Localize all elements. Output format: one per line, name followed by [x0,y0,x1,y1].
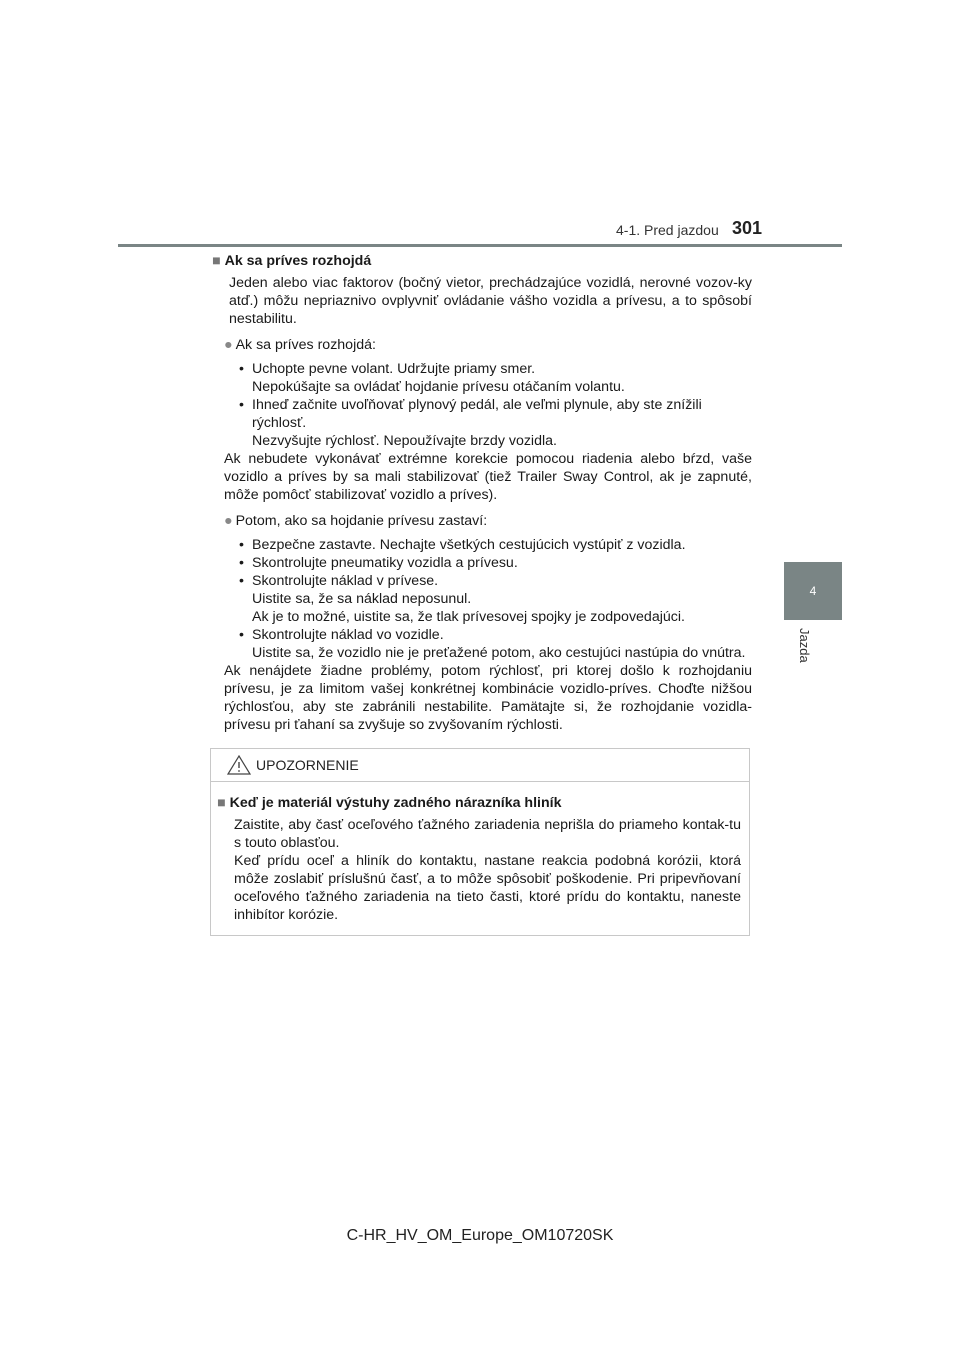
paragraph: Ak nenájdete žiadne problémy, potom rýchlosť, pri ktorej došlo k rozhojdaniu prívesu, je za limitom vašej konkrétnej kombinácie vozidlo-príves. Choďte nižšou rýchlosťou, aby ste zabránili nestabilite. Pamätajte si, že rozhojdanie vozidla-prívesu pri ťahaní sa zvyšuje so zvyšovaním rýchlosti. [224,663,752,733]
chapter-number: 4 [809,584,817,598]
main-content [212,252,752,734]
warning-triangle-icon [227,755,251,775]
square-bullet-icon: ■ [217,795,226,811]
circle-bullet-icon: ● [224,337,233,353]
paragraph: Ak nebudete vykonávať extrémne korekcie pomocou riadenia alebo bŕzd, vaše vozidlo a príves by sa mali stabilizovať (tiež Trailer Sway Control, ak je zapnuté, môže pomôcť stabilizovať vozidlo a príves). [224,451,752,503]
warning-paragraph: Keď prídu oceľ a hliník do kontaktu, nastane reakcia podobná korózii, ktorá môže zoslabiť príslušnú časť, a to môže spôsobiť poškodenie. Pri pripevňovaní oceľového ťažného zariadenia na tieto časti, ktoré prídu do kontaktu, naneste inhibítor korózie. [234,853,741,923]
chapter-tab [784,562,842,620]
dot-item: ● Ak sa príves rozhojdá: [224,337,376,353]
warning-box [210,748,750,936]
bullet-item: • Skontrolujte náklad v prívese. Uistite sa, že sa náklad neposunul. Ak je to možné, uistite sa, že tlak prívesovej spojky je zodpovedajúci. [239,573,685,625]
bullet-item: • Uchopte pevne volant. Udržujte priamy smer. Nepokúšajte sa ovládať hojdanie prívesu otáčaním volantu. [239,361,625,395]
section-intro: Jeden alebo viac faktorov (bočný vietor, prechádzajúce vozidlá, nerovné vozov-ky atď.) môžu nepriaznivo ovplyvniť ovládanie vášho vozidla a prívesu, a to spôsobí nestabilitu. [229,275,752,327]
warning-body [211,782,749,924]
warning-paragraph: Zaistite, aby časť oceľového ťažného zariadenia neprišla do priameho kontak-tu s touto oblasťou. [234,817,741,851]
footer-doc-code: C-HR_HV_OM_Europe_OM10720SK [346,1227,614,1244]
page-number: 301 [732,218,763,238]
square-bullet-icon: ■ [212,253,221,269]
header-rule [118,244,842,247]
circle-bullet-icon: ● [224,513,233,529]
section-heading: ■ Ak sa príves rozhojdá [212,253,372,269]
dot-item: ● Potom, ako sa hojdanie prívesu zastaví: [224,513,488,529]
header-section-title: 4-1. Pred jazdou [616,222,719,238]
chapter-label: Jazda [797,628,812,663]
warning-header [211,749,749,782]
warning-heading: ■ Keď je materiál výstuhy zadného nárazníka hliník [217,795,562,811]
warning-title: UPOZORNENIE [256,757,359,773]
bullet-item: • Skontrolujte náklad vo vozidle. Uistite sa, že vozidlo nie je preťažené potom, ako cestujúci nastúpia do vnútra. [239,627,746,661]
bullet-item: • Ihneď začnite uvoľňovať plynový pedál, ale veľmi plynule, aby ste znížili rýchlosť. Nezvyšujte rýchlosť. Nepoužívajte brzdy vozidla. [239,397,702,449]
bullet-item: • Skontrolujte pneumatiky vozidla a prívesu. [239,555,518,571]
bullet-item: • Bezpečne zastavte. Nechajte všetkých cestujúcich vystúpiť z vozidla. [239,537,686,553]
